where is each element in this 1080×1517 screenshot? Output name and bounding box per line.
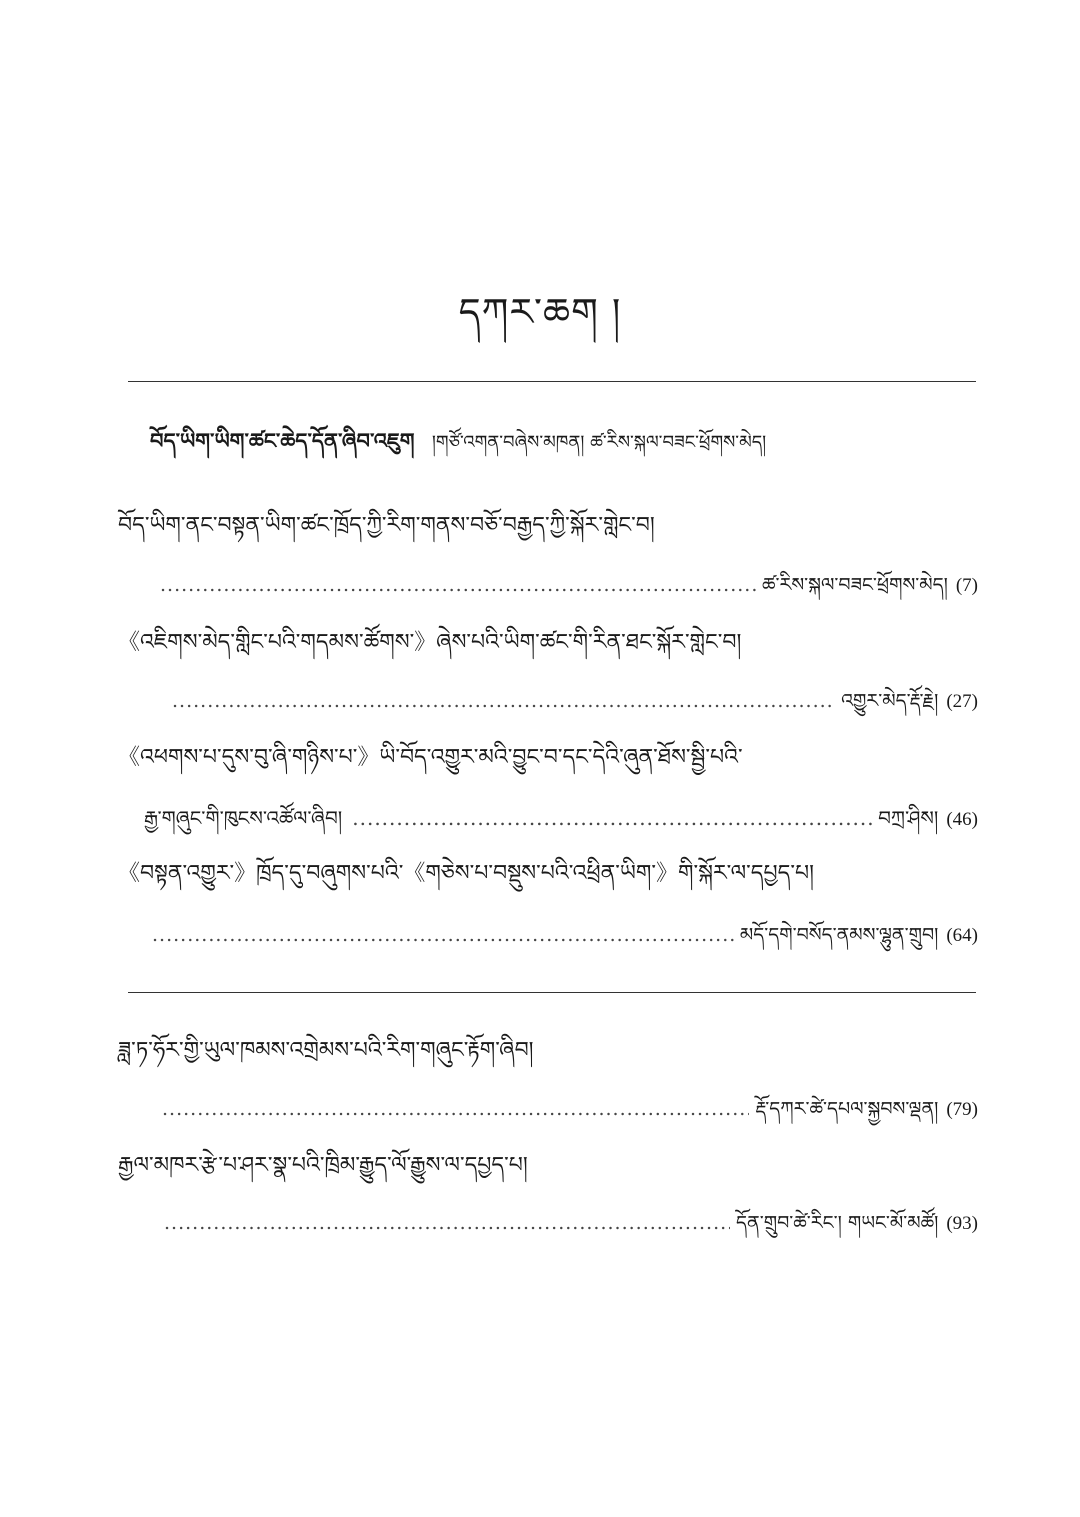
toc-entry-author-line [152,920,978,951]
toc-entry-author-line [144,803,978,835]
toc-entry-author-line [160,570,978,601]
toc-entry-author: འགྱུར་མེད་རྡོ་རྗེ། [841,690,939,712]
leader-dots [352,803,872,833]
toc-entry-author: མདོ་དགེ་བསོད་ནམས་ལྷུན་གྲུབ། [739,924,939,946]
section-heading-title: བོད་ཡིག་ཡིག་ཚང་ཆེད་དོན་ཞིབ་འཇུག [150,428,415,453]
toc-entry-author: དོན་གྲུབ་ཚེ་རིང་། གཡང་མོ་མཚོ། [736,1212,939,1234]
toc-entry-author-line [164,1208,978,1239]
toc-entry-author: རྡོ་དཀར་ཚེ་དཔལ་སྐྱབས་ལྡན། [755,1098,939,1120]
leader-dots [164,1208,730,1238]
toc-entry-author-line [172,686,978,717]
leader-dots [160,570,756,600]
toc-entry-title[interactable]: 《འཕགས་པ་དུས་བུ་ཞི་གཉིས་པ་》ཡི་བོད་འགྱུར་མའི་བྱུང་བ་དང་དེའི་ཞུན་ཐོས་སྦྱི་པའི་ [118,745,743,770]
toc-entry-title[interactable]: བོད་ཡིག་ནང་བསྟན་ཡིག་ཚང་ཁྲོད་ཀྱི་རིག་གནས་བཅོ་བརྒྱད་ཀྱི་སྐོར་གླེང་བ། [118,513,655,538]
leader-dots [162,1094,749,1124]
page-title: དཀར་ཆག ། [458,290,622,334]
toc-entry-author: བཀྲ་ཤིས། [878,806,939,830]
toc-entry-title[interactable]: ཟླ་ཏ་ཧོར་གྱི་ཡུལ་ཁམས་འགྲེམས་པའི་རིག་གཞུང་རྟོག་ཞིབ། [118,1038,534,1063]
toc-entry-page[interactable]: (46) [946,809,978,830]
toc-entry-page[interactable]: (27) [946,691,978,712]
section-heading [150,418,970,477]
leader-dots [152,920,734,950]
toc-entry-page[interactable]: (93) [946,1213,978,1234]
toc-entry-page[interactable]: (64) [946,925,978,946]
section-heading-editor: །གཙོ་འགན་བཞེས་མཁན། ཚ་རིས་སྐལ་བཟང་ཕྲོགས་མེད། [431,432,767,453]
toc-entry-page[interactable]: (79) [946,1099,978,1120]
toc-entry-title[interactable]: རྒྱལ་མཁར་རྩེ་པ་ཤར་སྣ་པའི་ཁྲིམ་རྒྱུད་ལོ་རྒྱུས་ལ་དཔྱད་པ། [118,1153,528,1178]
toc-entry-title[interactable]: 《བསྟན་འགྱུར་》ཁྲོད་དུ་བཞུགས་པའི་《གཅེས་པ་བསྡུས་པའི་འཕྲིན་ཡིག་》གི་སྐོར་ལ་དཔྱད་པ། [118,861,814,886]
section-divider [128,381,976,382]
toc-entry-author: ཚ་རིས་སྐལ་བཟང་ཕྲོགས་མེད། [762,574,948,596]
toc-entry-title[interactable]: 《འཇིགས་མེད་གླིང་པའི་གདམས་ཚོགས་》ཞེས་པའི་ཡིག་ཚང་གི་རིན་ཐང་སྐོར་གླེང་བ། [118,630,742,655]
toc-entry-author-line [162,1094,978,1125]
section-divider [128,992,976,993]
toc-entry-page[interactable]: (7) [955,575,978,596]
leader-dots [172,686,835,716]
toc-entry-title-continued[interactable]: རྒྱ་གཞུང་གི་ཁུངས་འཚོལ་ཞིབ། [144,806,343,830]
